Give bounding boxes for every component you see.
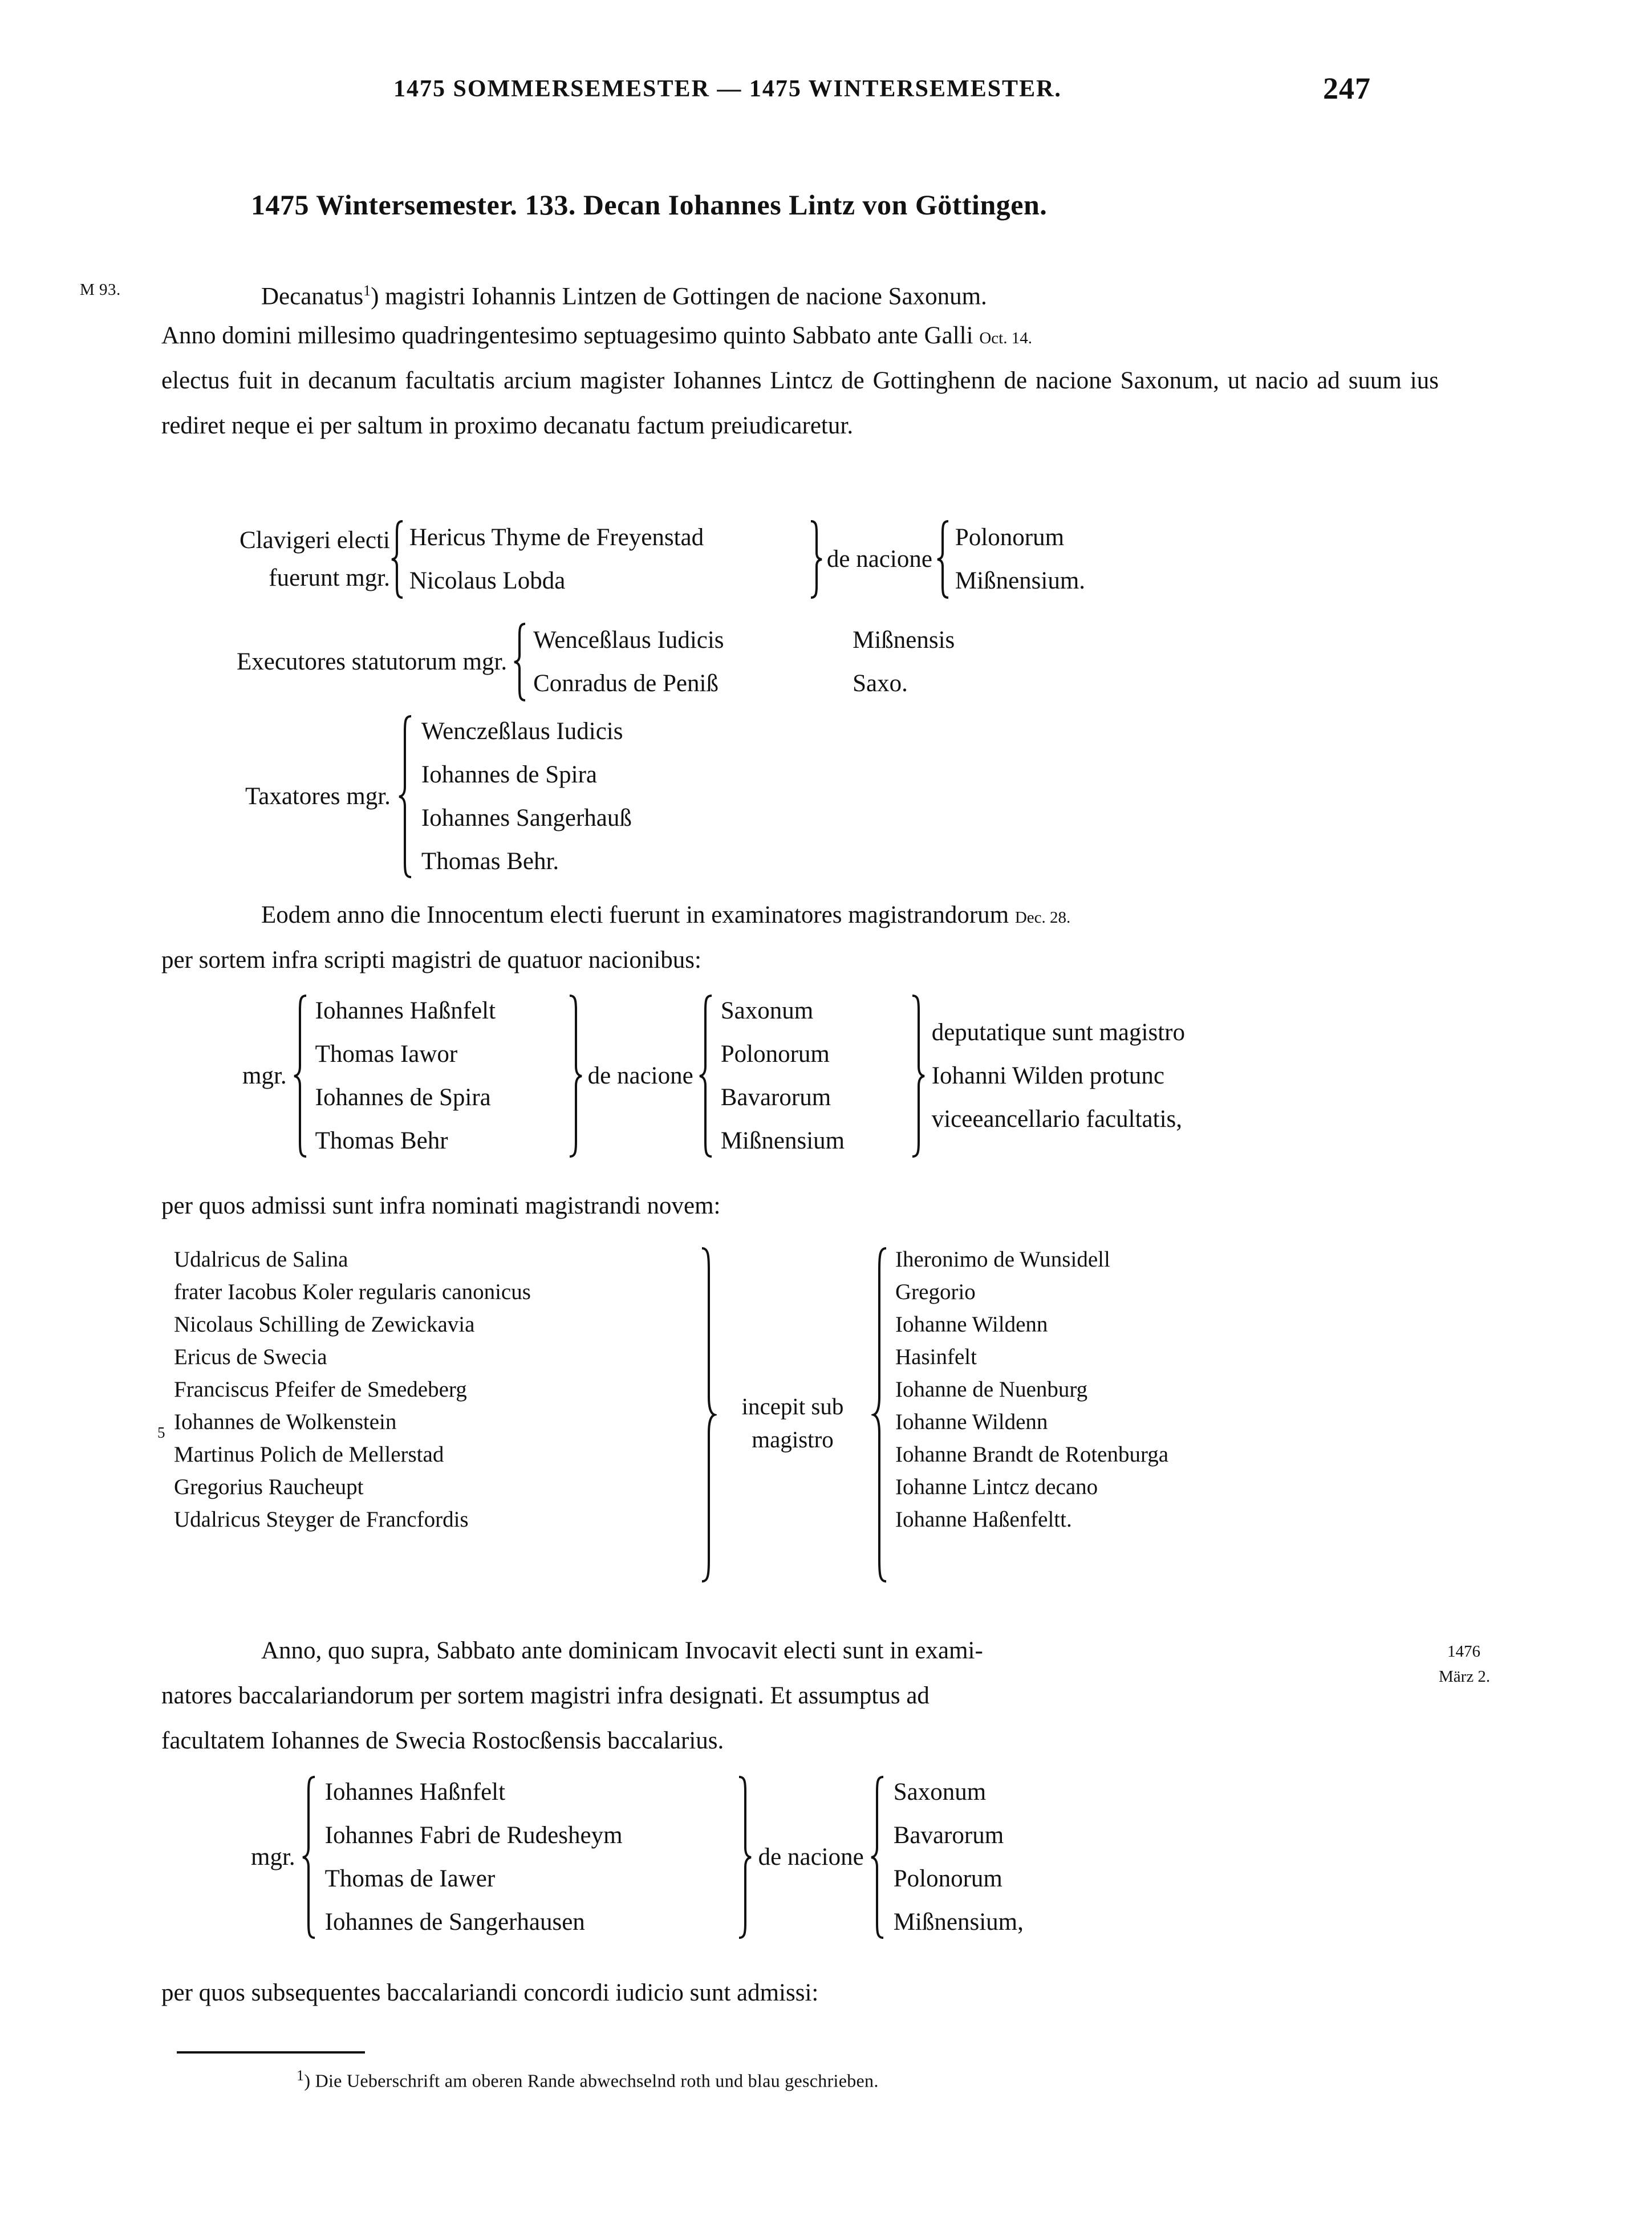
magistrandi-candidates <box>174 1243 531 1536</box>
list-item: Iohanne Brandt de Rotenburga <box>895 1442 1169 1467</box>
clavigeri-label-line1: Clavigeri electi <box>240 527 390 554</box>
examinator-name: Iohannes Haßnfelt <box>324 1779 506 1805</box>
taxatores-label: Taxatores mgr. <box>245 783 391 810</box>
list-item: Iohanne de Nuenburg <box>895 1377 1088 1402</box>
executores-row <box>533 662 955 705</box>
decanatus-rest: ) magistri Iohannis Lintzen de Gottingen de nacione Saxonum. <box>371 283 987 310</box>
note-line: deputatique sunt magistro <box>931 1019 1185 1046</box>
list-item: Iohanne Wildenn <box>895 1410 1048 1434</box>
list-item: Udalricus Steyger de Francfordis <box>174 1507 469 1532</box>
margin-date-dec: Dec. 28. <box>1014 908 1071 927</box>
group-executores <box>237 619 955 705</box>
list-item: Gregorio <box>895 1280 976 1304</box>
clavigeri-nation: Mißnensium. <box>955 567 1086 594</box>
note-line: viceeancellario facultatis, <box>931 1106 1183 1133</box>
magistrandi-masters <box>895 1243 1168 1536</box>
examinatores-magistrandorum-connector: de nacione <box>587 1062 693 1089</box>
paragraph-electus: electus fuit in decanum facultatis arcium magister Iohannes Lintcz de Gottinghenn de nacione Saxonum, ut nacio ad suum ius rediret neque ei per saltum in proximo decanatu factum preiudicaretur. <box>161 367 1439 439</box>
examinator-nation: Saxonum <box>893 1779 987 1805</box>
executores-name: Conradus de Peniß <box>533 670 719 697</box>
margin-date-1476: 1476 <box>1447 1642 1480 1661</box>
brace-open-icon <box>871 1245 890 1587</box>
list-item: Hasinfelt <box>895 1345 977 1369</box>
examinator-name: Thomas de Iawer <box>324 1865 496 1892</box>
group-taxatores <box>245 710 632 883</box>
footnote <box>297 2067 879 2092</box>
list-item: Iohanne Lintcz decano <box>895 1475 1098 1499</box>
clavigeri-name: Nicolaus Lobda <box>409 567 566 594</box>
clavigeri-name: Hericus Thyme de Freyenstad <box>409 524 704 551</box>
clavigeri-connector: de nacione <box>826 546 932 573</box>
paragraph-eodem-anno <box>161 892 1439 940</box>
page-number: 247 <box>1323 71 1371 105</box>
paragraph-facultatem: facultatem Iohannes de Swecia Rostocßensis baccalarius. <box>161 1727 724 1754</box>
eodem-anno-text: Eodem anno die Innocentum electi fuerunt in examinatores magistrandorum <box>261 902 1009 928</box>
examinatores-magistrandorum-names <box>315 989 566 1163</box>
section-heading: 1475 Wintersemester. 133. Decan Iohannes Lintz von Göttingen. <box>251 189 1048 221</box>
examinatores-magistrandorum-label: mgr. <box>242 1062 287 1089</box>
brace-close-icon <box>809 520 823 599</box>
paragraph-per-sortem: per sortem infra scripti magistri de quatuor nacionibus: <box>161 947 701 973</box>
list-item: Ericus de Swecia <box>174 1345 327 1369</box>
taxatores-name: Thomas Behr. <box>421 848 559 875</box>
group-examinatores-magistrandorum <box>242 989 1185 1163</box>
taxatores-name: Iohannes de Spira <box>421 761 597 788</box>
clavigeri-nations <box>955 516 1085 603</box>
footnote-marker-1: 1 <box>363 282 371 299</box>
examinator-nation: Bavarorum <box>720 1084 831 1111</box>
paragraph-natores: natores baccalariandorum per sortem magistri infra designati. Et assumptus ad <box>161 1682 929 1709</box>
footnote-marker: 1 <box>297 2067 305 2084</box>
anno-domini-text: Anno domini millesimo quadringentesimo septuagesimo quinto Sabbato ante Galli <box>161 322 973 349</box>
footnote-rule <box>177 2051 365 2054</box>
executores-label: Executores statutorum mgr. <box>237 648 508 675</box>
paragraph-per-quos-admissi: per quos admissi sunt infra nominati magistrandi novem: <box>161 1192 721 1219</box>
group-examinatores-baccalariandorum <box>251 1771 1024 1944</box>
margin-manuscript-ref: M 93. <box>80 281 121 299</box>
examinatores-baccalariandorum-connector: de nacione <box>758 1844 864 1870</box>
examinator-nation: Mißnensium, <box>893 1909 1024 1935</box>
examinator-name: Thomas Behr <box>315 1127 448 1154</box>
taxatores-name: Wenczeßlaus Iudicis <box>421 718 623 745</box>
decanatus-word: Decanatus <box>261 283 364 310</box>
paragraph-decanatus <box>161 268 1439 319</box>
clavigeri-label <box>240 522 390 597</box>
brace-open-icon <box>301 1775 318 1940</box>
examinator-nation: Polonorum <box>720 1041 830 1068</box>
margin-date-maerz: März 2. <box>1439 1667 1491 1686</box>
examinator-nation: Saxonum <box>720 997 814 1024</box>
brace-open-icon <box>936 520 951 599</box>
examinator-name: Iohannes de Spira <box>315 1084 491 1111</box>
brace-open-icon <box>870 1775 887 1940</box>
brace-open-icon <box>390 520 405 599</box>
clavigeri-nation: Polonorum <box>955 524 1065 551</box>
line-number-5: 5 <box>157 1424 165 1441</box>
brace-close-icon <box>736 1775 753 1940</box>
footnote-text: ) Die Ueberschrift am oberen Rande abwechselnd roth und blau geschrieben. <box>304 2070 879 2091</box>
brace-close-icon <box>909 993 926 1159</box>
examinator-nation: Mißnensium <box>720 1127 845 1154</box>
magistrandi-connector-line1: incepit sub <box>741 1393 844 1419</box>
executores-name: Wenceßlaus Iudicis <box>533 627 724 654</box>
examinator-name: Thomas Iawor <box>315 1041 458 1068</box>
list-item: Udalricus de Salina <box>174 1247 348 1272</box>
examinatores-magistrandorum-note <box>932 1011 1185 1141</box>
examinator-name: Iohannes Fabri de Rudesheym <box>324 1822 623 1849</box>
examinatores-baccalariandorum-nations <box>894 1771 1024 1944</box>
examinatores-magistrandorum-nations <box>721 989 909 1163</box>
examinatores-baccalariandorum-label: mgr. <box>251 1844 295 1870</box>
executores-nation: Mißnensis <box>853 627 955 654</box>
clavigeri-names <box>409 516 809 603</box>
list-item: Iohanne Haßenfeltt. <box>895 1507 1072 1532</box>
list-item: Iohanne Wildenn <box>895 1312 1048 1337</box>
paragraph-anno-quo-supra <box>161 1628 1491 1686</box>
brace-open-icon <box>698 993 715 1159</box>
list-item: Nicolaus Schilling de Zewickavia <box>174 1312 475 1337</box>
paragraph-per-quos-subsequentes: per quos subsequentes baccalariandi concordi iudicio sunt admissi: <box>161 1979 819 2006</box>
executores-nation: Saxo. <box>853 670 908 697</box>
list-item: frater Iacobus Koler regularis canonicus <box>174 1280 531 1304</box>
clavigeri-label-line2: fuerunt mgr. <box>269 565 390 591</box>
brace-close-icon <box>566 993 583 1159</box>
executores-rows <box>533 619 955 705</box>
group-clavigeri <box>240 516 1085 603</box>
examinator-nation: Polonorum <box>893 1865 1002 1892</box>
brace-open-icon <box>397 714 415 879</box>
list-item: Iohannes de Wolkenstein <box>174 1410 397 1434</box>
taxatores-name: Iohannes Sangerhauß <box>421 805 632 831</box>
brace-open-icon <box>293 993 310 1159</box>
running-head <box>0 71 1652 115</box>
note-line: Iohanni Wilden protunc <box>931 1062 1164 1089</box>
list-item: Martinus Polich de Mellerstad <box>174 1442 444 1467</box>
list-item: Iheronimo de Wunsidell <box>895 1247 1110 1272</box>
anno-quo-supra-text: Anno, quo supra, Sabbato ante dominicam Invocavit electi sunt in exami- <box>261 1637 983 1664</box>
magistrandi-connector-line2: magistro <box>752 1426 834 1452</box>
examinator-name: Iohannes de Sangerhausen <box>324 1909 585 1935</box>
margin-date-oct: Oct. 14. <box>979 329 1032 347</box>
examinator-name: Iohannes Haßnfelt <box>315 997 496 1024</box>
list-item: Gregorius Raucheupt <box>174 1475 364 1499</box>
list-item: Franciscus Pfeifer de Smedeberg <box>174 1377 467 1402</box>
taxatores-names <box>421 710 632 883</box>
magistrandi-connector <box>721 1390 864 1456</box>
running-head-title: 1475 SOMMERSEMESTER — 1475 WINTERSEMESTER. <box>393 76 1062 102</box>
examinator-nation: Bavarorum <box>893 1822 1004 1849</box>
brace-close-icon <box>699 1245 717 1587</box>
examinatores-baccalariandorum-names <box>325 1771 736 1944</box>
executores-row <box>533 619 955 662</box>
brace-open-icon <box>513 622 527 702</box>
paragraph-anno-domini <box>161 313 1439 361</box>
